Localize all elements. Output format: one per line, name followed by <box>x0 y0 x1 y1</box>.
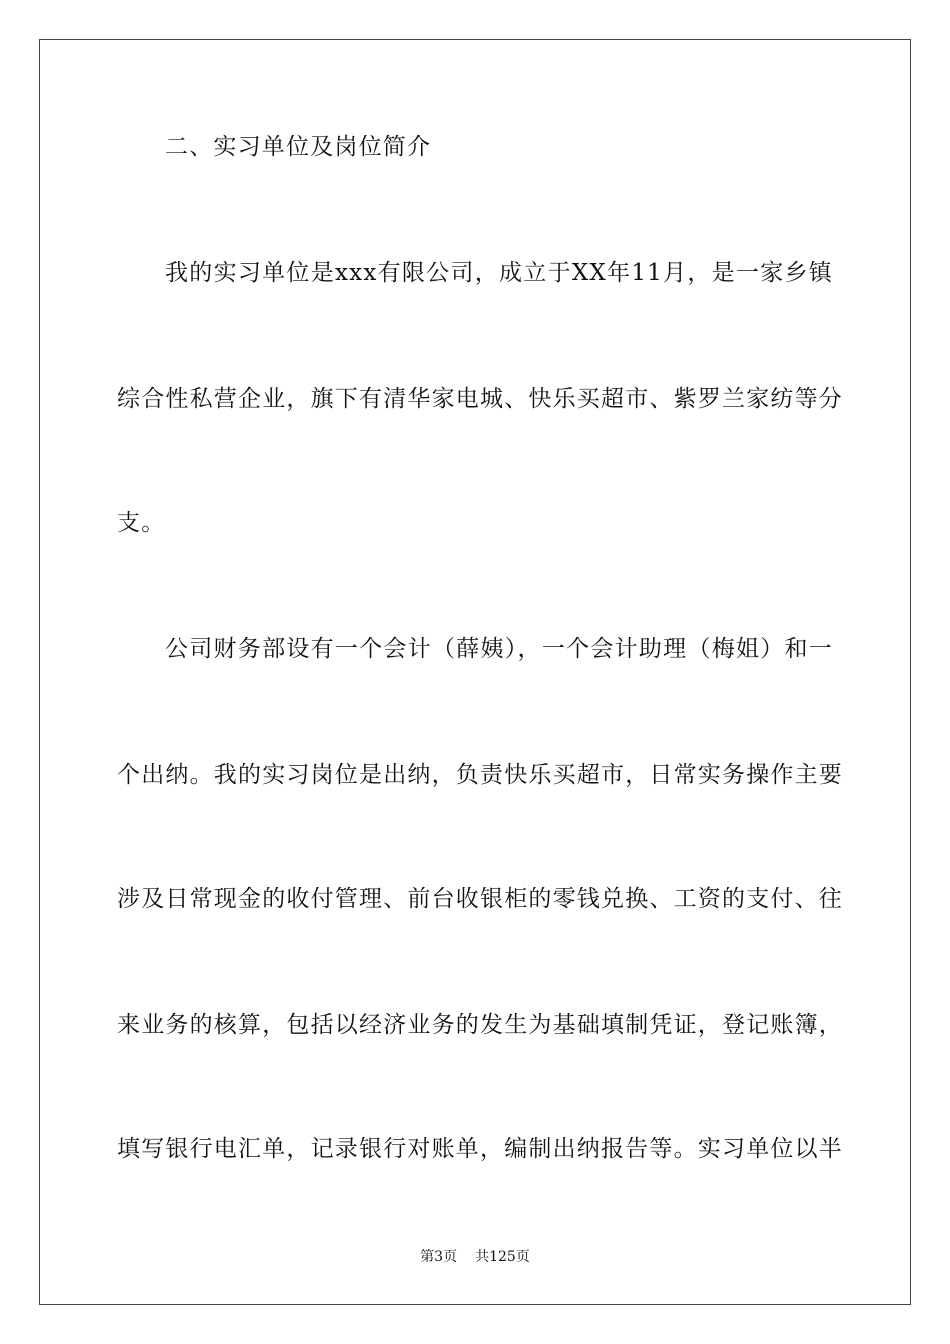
paragraph-line: 公司财务部设有一个会计（薛姨），一个会计助理（梅姐）和一 <box>165 636 833 662</box>
paragraph-line: 支。 <box>117 510 166 536</box>
paragraph-line: 个出纳。我的实习岗位是出纳，负责快乐买超市，日常实务操作主要 <box>117 762 843 788</box>
page-border <box>39 39 911 1305</box>
paragraph-line: 涉及日常现金的收付管理、前台收银柜的零钱兑换、工资的支付、往 <box>117 886 843 912</box>
paragraph-line: 我的实习单位是xxx有限公司，成立于XX年11月，是一家乡镇 <box>165 260 833 286</box>
section-heading: 二、实习单位及岗位简介 <box>165 134 432 160</box>
page-number: 第3页 <box>420 1249 458 1265</box>
paragraph-line: 填写银行电汇单，记录银行对账单，编制出纳报告等。实习单位以半 <box>117 1136 843 1162</box>
page-footer <box>0 1248 950 1266</box>
page-total: 共125页 <box>475 1249 530 1265</box>
paragraph-line: 综合性私营企业，旗下有清华家电城、快乐买超市、紫罗兰家纺等分 <box>117 386 843 412</box>
paragraph-line: 来业务的核算，包括以经济业务的发生为基础填制凭证，登记账簿， <box>117 1012 843 1038</box>
